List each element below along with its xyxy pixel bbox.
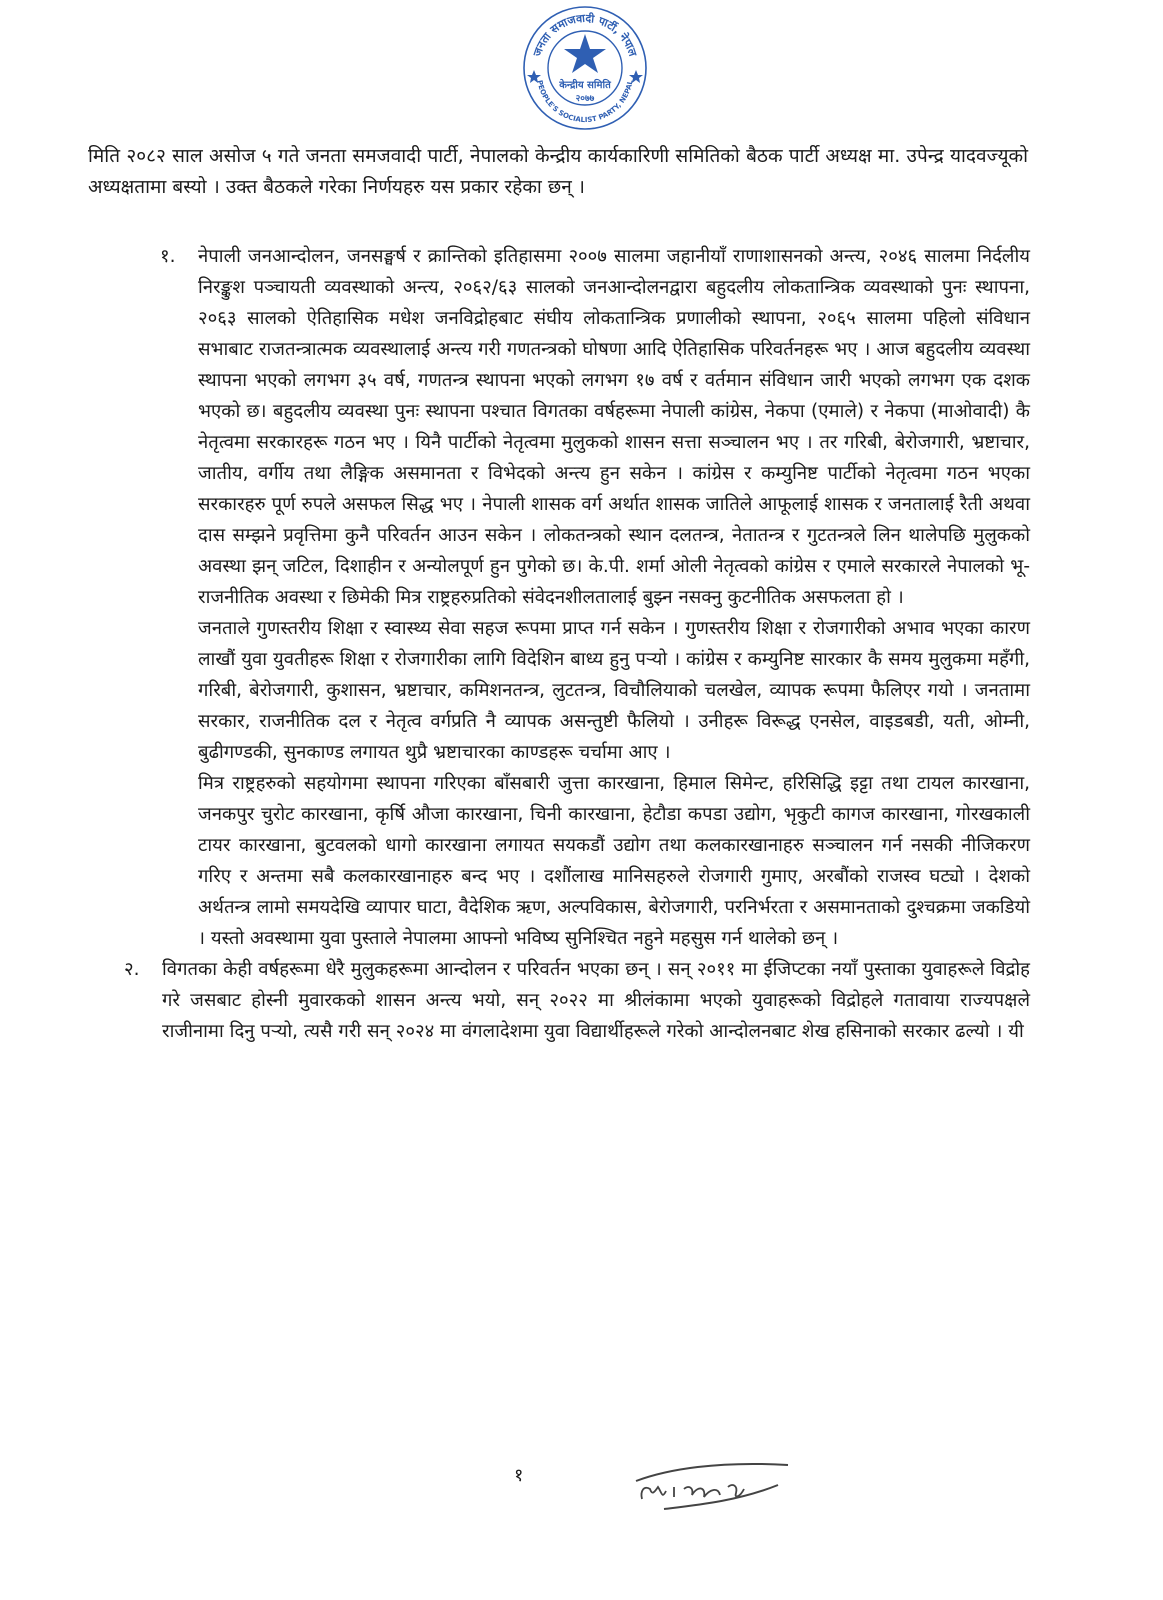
- decision-item-1: [160, 241, 1030, 954]
- item-paragraph: नेपाली जनआन्दोलन, जनसङ्घर्ष र क्रान्तिको इतिहासमा २००७ सालमा जहानीयाँ राणाशासनको अन्त्य, २०४६ सालमा निर्दलीय निरङ्कुश पञ्चायती व्यवस्थाको अन्त्य, २०६२/६३ सालको जनआन्दोलनद्वारा बहुदलीय लोकतान्त्रिक व्यवस्थाको पुनः स्थापना, २०६३ सालको ऐतिहासिक मधेश जनविद्रोहबाट संघीय लोकतान्त्रिक प्रणालीको स्थापना, २०६५ सालमा पहिलो संविधान सभाबाट राजतन्त्रात्मक व्यवस्थालाई अन्त्य गरी गणतन्त्रको घोषणा आदि ऐतिहासिक परिवर्तनहरू भए । आज बहुदलीय व्यवस्था स्थापना भएको लगभग ३५ वर्ष, गणतन्त्र स्थापना भएको लगभग १७ वर्ष र वर्तमान संविधान जारी भएको लगभग एक दशक भएको छ। बहुदलीय व्यवस्था पुनः स्थापना पश्चात विगतका वर्षहरूमा नेपाली कांग्रेस, नेकपा (एमाले) र नेकपा (माओवादी) कै नेतृत्वमा सरकारहरू गठन भए । यिनै पार्टीको नेतृत्वमा मुलुकको शासन सत्ता सञ्चालन भए । तर गरिबी, बेरोजगारी, भ्रष्टाचार, जातीय, वर्गीय तथा लैङ्गिक असमानता र विभेदको अन्त्य हुन सकेन । कांग्रेस र कम्युनिष्ट पार्टीको नेतृत्वमा गठन भएका सरकारहरु पूर्ण रुपले असफल सिद्ध भए । नेपाली शासक वर्ग अर्थात शासक जातिले आफूलाई शासक र जनतालाई रैती अथवा दास सम्झने प्रवृत्तिमा कुनै परिवर्तन आउन सकेन । लोकतन्त्रको स्थान दलतन्त्र, नेतातन्त्र र गुटतन्त्रले लिन थालेपछि मुलुकको अवस्था झन् जटिल, दिशाहीन र अन्योलपूर्ण हुन पुगेको छ। के.पी. शर्मा ओली नेतृत्वको कांग्रेस र एमाले सरकारले नेपालको भू-राजनीतिक अवस्था र छिमेकी मित्र राष्ट्रहरुप्रतिको संवेदनशीलतालाई बुझ्न नसक्नु कुटनीतिक असफलता हो ।: [198, 246, 1030, 608]
- decision-list: [124, 241, 1030, 1047]
- handwritten-signature: [628, 1455, 798, 1515]
- item-number: १.: [160, 246, 176, 267]
- page-number: १: [514, 1465, 524, 1486]
- item-paragraph: विगतका केही वर्षहरूमा धेरै मुलुकहरूमा आन्दोलन र परिवर्तन भएका छन् । सन् २०११ मा ईजिप्टका नयाँ पुस्ताका युवाहरूले विद्रोह गरे जसबाट होस्नी मुवारकको शासन अन्त्य भयो, सन् २०२२ मा श्रीलंकामा भएको युवाहरूको विद्रोहले गतावाया राज्यपक्षले राजीनामा दिनु पर्‍यो, त्यसै गरी सन् २०२४ मा वंगलादेशमा युवा विद्यार्थीहरूले गरेको आन्दोलनबाट शेख हसिनाको सरकार ढल्यो । यी: [162, 959, 1030, 1042]
- intro-text: मिति २०८२ साल असोज ५ गते जनता समजवादी पार्टी, नेपालको केन्द्रीय कार्यकारिणी समितिको बैठक पार्टी अध्यक्ष मा. उपेन्द्र यादवज्यूको अध्यक्षतामा बस्यो । उक्त बैठकले गरेका निर्णयहरु यस प्रकार रहेका छन् ।: [88, 145, 1028, 198]
- seal-bottom-text: PEOPLE'S SOCIALIST PARTY, NEPAL: [535, 79, 635, 125]
- seal-year: २०७७: [575, 94, 595, 104]
- star-icon: [564, 34, 606, 73]
- seal-center-text: केन्द्रीय समिति: [559, 80, 611, 91]
- item-paragraph: जनताले गुणस्तरीय शिक्षा र स्वास्थ्य सेवा सहज रूपमा प्राप्त गर्न सकेन । गुणस्तरीय शिक्षा र रोजगारीको अभाव भएका कारण लाखौं युवा युवतीहरू शिक्षा र रोजगारीका लागि विदेशिन बाध्य हुनु पर्‍यो । कांग्रेस र कम्युनिष्ट सारकार कै समय मुलुकमा महँगी, गरिबी, बेरोजगारी, कुशासन, भ्रष्टाचार, कमिशनतन्त्र, लुटतन्त्र, विचौलियाको चलखेल, व्यापक रूपमा फैलिएर गयो । जनतामा सरकार, राजनीतिक दल र नेतृत्व वर्गप्रति नै व्यापक असन्तुष्टी फैलियो । उनीहरू विरूद्ध एनसेल, वाइडबडी, यती, ओम्नी, बुढीगण्डकी, सुनकाण्ड लगायत थुप्रै भ्रष्टाचारका काण्डहरू चर्चामा आए ।: [198, 618, 1030, 763]
- seal-top-text: जनता समाजवादी पार्टी, नेपाल: [530, 11, 640, 58]
- item-number: २.: [124, 959, 140, 980]
- decision-item-2: [124, 954, 1030, 1047]
- intro-paragraph: [88, 141, 1028, 203]
- party-seal-logo: [521, 4, 649, 132]
- item-paragraph: मित्र राष्ट्रहरुको सहयोगमा स्थापना गरिएका बाँसबारी जुत्ता कारखाना, हिमाल सिमेन्ट, हरिसिद्धि इट्टा तथा टायल कारखाना, जनकपुर चुरोट कारखाना, कृर्षि औजा कारखाना, चिनी कारखाना, हेटौडा कपडा उद्योग, भृकुटी कागज कारखाना, गोरखकाली टायर कारखाना, बुटवलको धागो कारखाना लगायत सयकडौं उद्योग तथा कलकारखानाहरु सञ्चालन गर्न नसकी नीजिकरण गरिए र अन्तमा सबै कलकारखानाहरु बन्द भए । दशौंलाख मानिसहरुले रोजगारी गुमाए, अरबौंको राजस्व घट्यो । देशको अर्थतन्त्र लामो समयदेखि व्यापार घाटा, वैदेशिक ऋण, अल्पविकास, बेरोजगारी, परनिर्भरता र असमानताको दुश्चक्रमा जकडियो । यस्तो अवस्थामा युवा पुस्ताले नेपालमा आफ्नो भविष्य सुनिश्चित नहुने महसुस गर्न थालेको छन् ।: [198, 773, 1030, 949]
